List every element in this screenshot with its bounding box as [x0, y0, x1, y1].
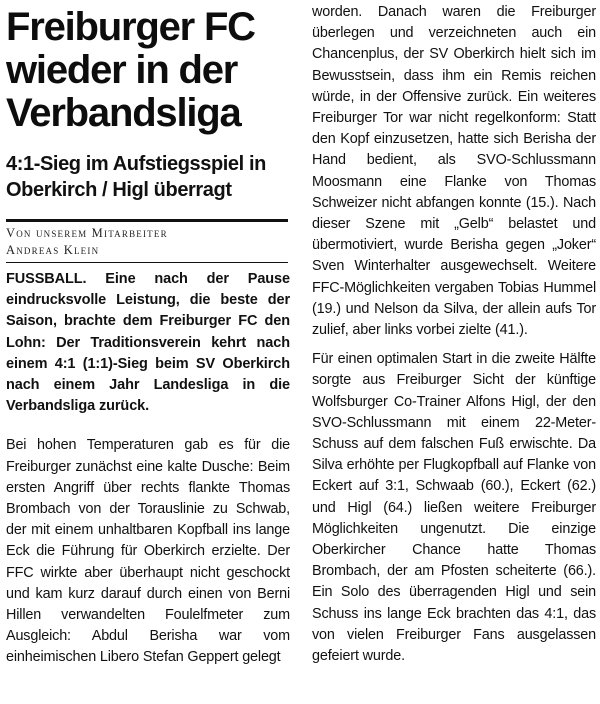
lead-kicker: FUSSBALL.	[6, 271, 87, 287]
right-column	[312, 0, 596, 667]
body-paragraph-2: worden. Danach waren die Freiburger überlegen und verzeichneten auch ein Chancenplus, der SV Oberkirch hielt sich im Bewusstsein, dass ihm ein Remis reichen würde, in der Offensive zurück. Ein weiteres Freiburger Tor war nicht regelkonform: Statt den Kopf einzusetzen, hatte sich Berisha der Hand bedient, als SVO-Schlussmann Moosmann eine Flanke von Thomas Schweizer nicht abfangen konnte (15.). Nach dieser Szene mit „Gelb“ belastet und übermotiviert, wurde Berisha gegen „Joker“ Sven Winterhalter ausgewechselt. Weitere FFC-Möglichkeiten vergaben Tobias Hummel (19.) und Nelson da Silva, der allein aufs Tor zulief, aber links vorbei zielte (41.).	[312, 4, 596, 339]
byline-top-rule	[6, 219, 288, 222]
byline-line-1: Von unserem Mitarbeiter	[6, 226, 168, 240]
body-paragraph-1: Bei hohen Temperaturen gab es für die Freiburger zunächst eine kalte Dusche: Beim ersten Angriff über rechts flankte Thomas Brombach von der Torauslinie zu Schwab, der mit einem unhaltbaren Kopfball ins lange Eck die Führung für Oberkirch erzielte. Der FFC wirkte aber überhaupt nicht geschockt und kam kurz darauf durch einen von Berni Hillen verwandelten Foulelfmeter zum Ausgleich: Abdul Berisha war vom einheimischen Libero Stefan Geppert gelegt	[6, 437, 290, 666]
body-paragraph-3: Für einen optimalen Start in die zweite Hälfte sorgte aus Freiburger Sicht der künftige Wolfsburger Co-Trainer Alfons Higl, der den SVO-Schlussmann mit einem 22-Meter-Schuss auf dem falschen Fuß erwischte. Da Silva erhöhte per Flugkopfball auf Flanke von Eckert auf 3:1, Schwaab (60.), Eckert (62.) und Higl (64.) ließen weitere Freiburger Möglichkeiten ungenutzt. Die einzige Oberkircher Chance hatte Thomas Brombach, der am Pfosten scheiterte (66.). Ein Solo des überragenden Higl und sein Schuss ins lange Eck brachten das 4:1, das von vielen Freiburger Fans ausgelassen gefeiert wurde.	[312, 351, 596, 665]
subheadline: 4:1-Sieg im Aufstiegsspiel in Oberkirch / Higl überragt	[6, 153, 266, 201]
byline	[6, 225, 290, 259]
lead-paragraph	[6, 269, 290, 417]
lead-text: Eine nach der Pause eindrucksvolle Leistung, die beste der Saison, brachte dem Freiburger FC den Lohn: Der Traditionsverein kehrt nach einem 4:1 (1:1)-Sieg beim SV Oberkirch nach einem Jahr Landesliga in die Verbandsliga zurück.	[6, 271, 290, 415]
byline-author: Andreas Klein	[6, 243, 100, 257]
headline: Freiburger FC wieder in der Verbandsliga	[6, 5, 255, 135]
left-column	[6, 6, 290, 669]
byline-bottom-rule	[6, 262, 288, 263]
